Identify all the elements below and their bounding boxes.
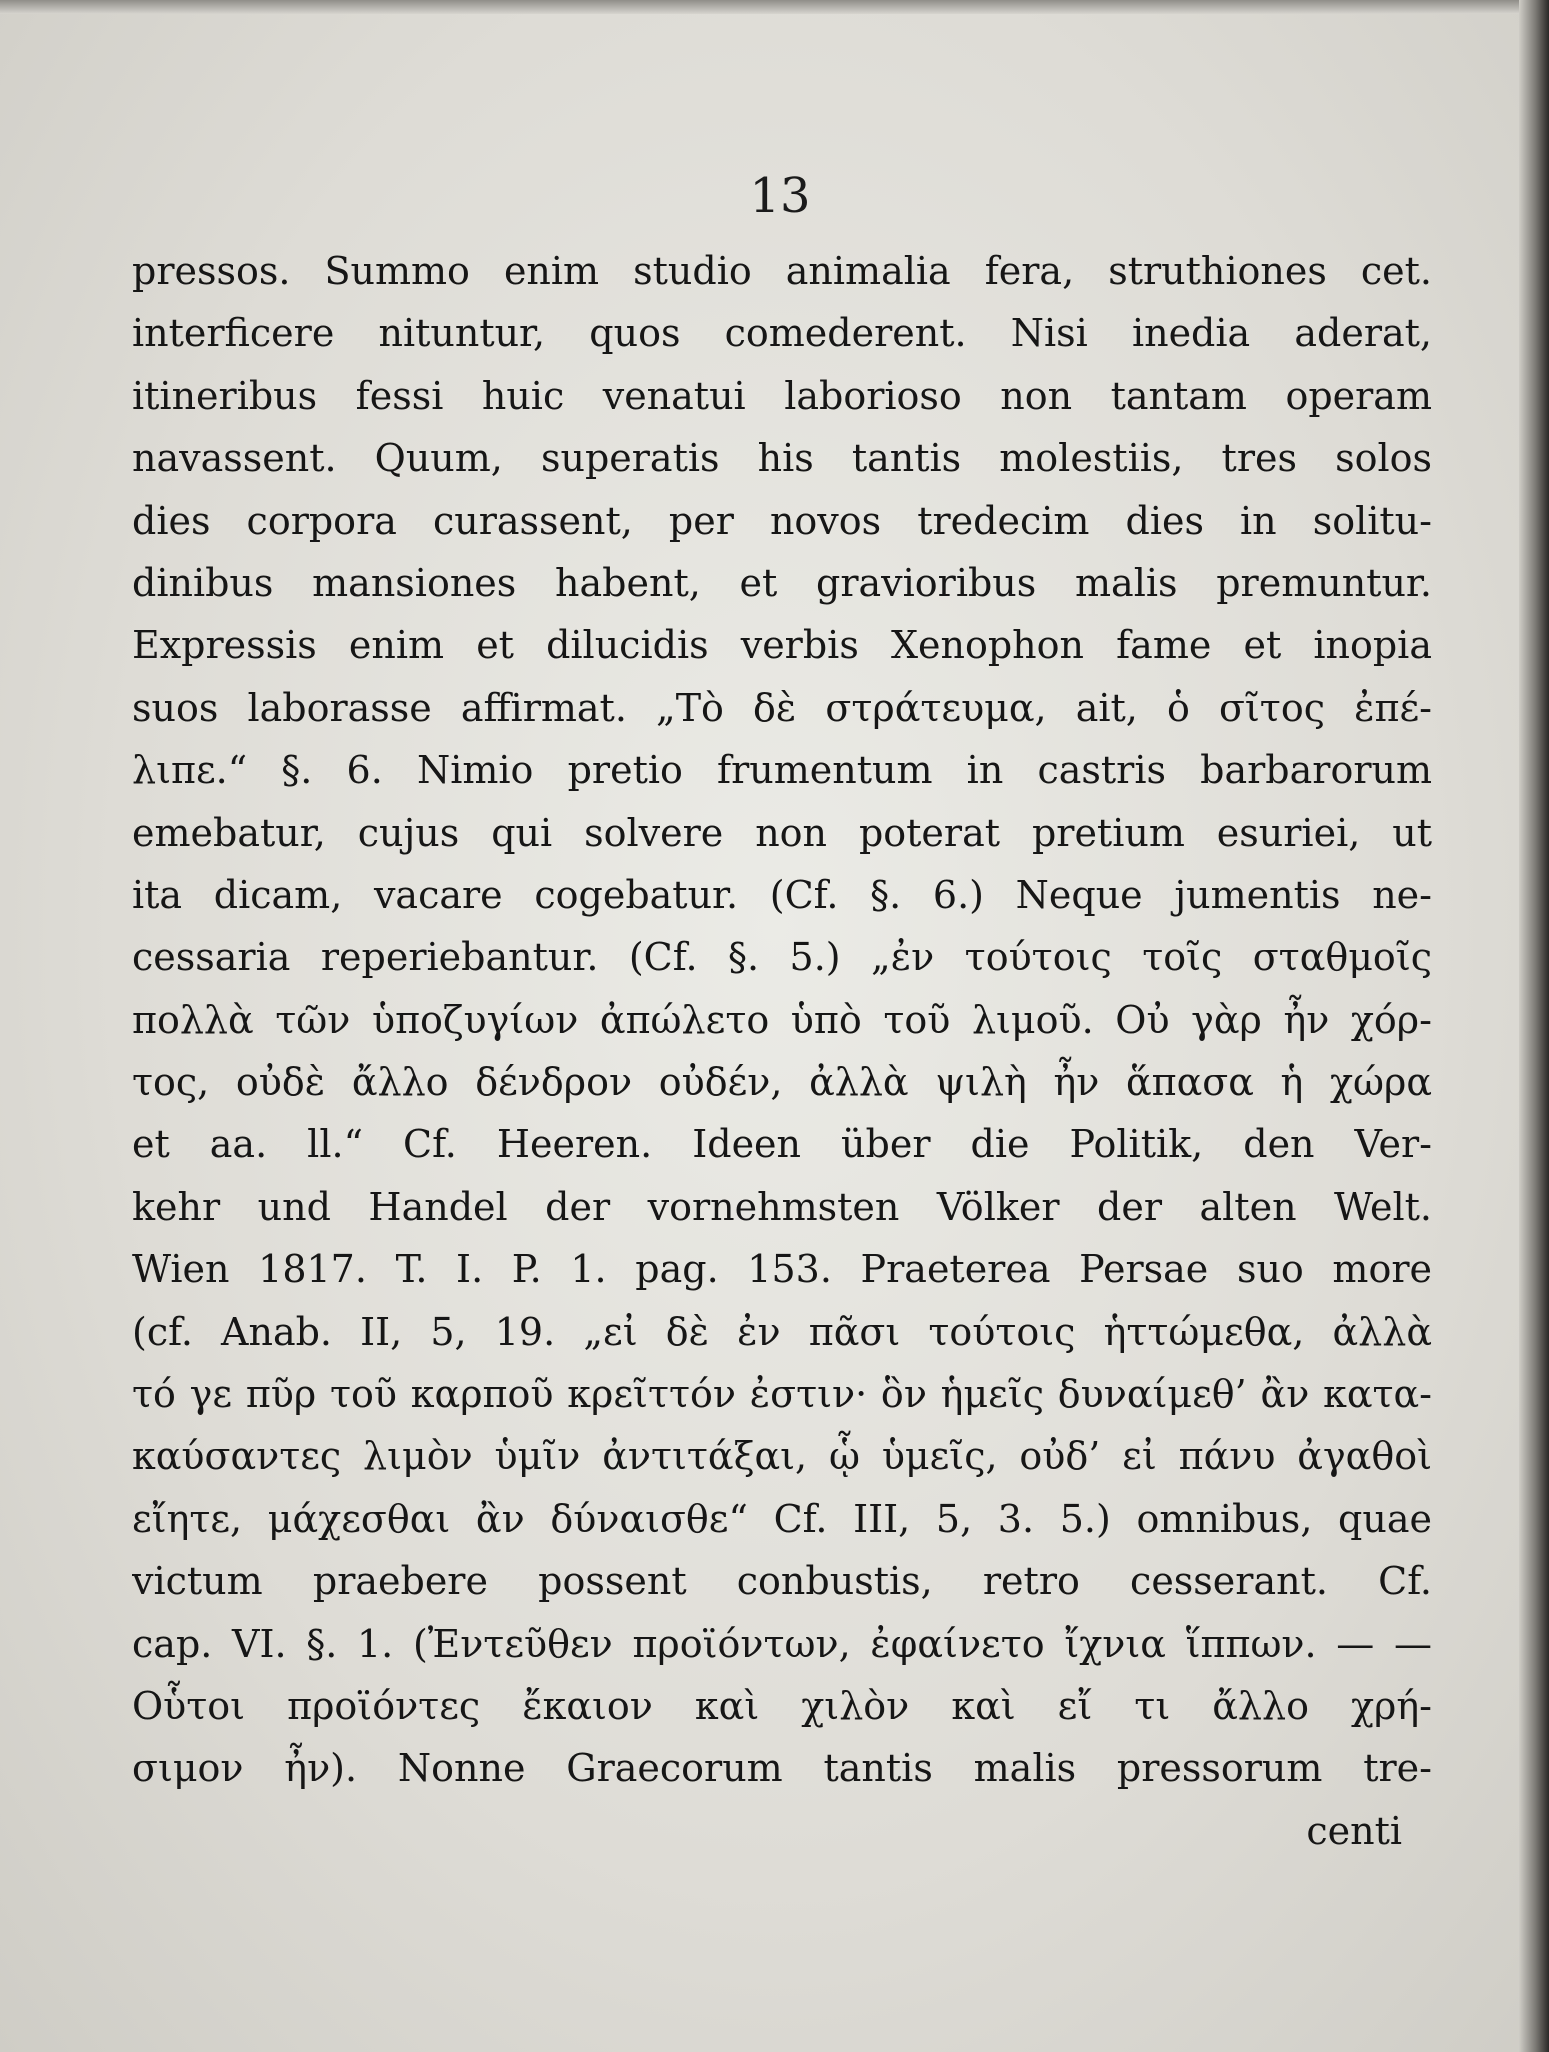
text-line: emebatur, cujus qui solvere non poterat pretium esuriei, ut — [132, 810, 1432, 855]
text-line: Οὗτοι προϊόντες ἔκαιον καὶ χιλὸν καὶ εἴ τι ἄλλο χρή- — [132, 1683, 1432, 1728]
text-line: cessaria reperiebantur. (Cf. §. 5.) „ἐν τούτοις τοῖς σταθμοῖς — [132, 935, 1432, 980]
text-line: suos laborasse affirmat. „Τὸ δὲ στράτευμα, ait, ὁ σῖτος ἐπέ- — [132, 685, 1432, 730]
text-line: πολλὰ τῶν ὑποζυγίων ἀπώλετο ὑπὸ τοῦ λιμοῦ. Οὐ γὰρ ἦν χόρ- — [132, 997, 1432, 1042]
text-line: pressos. Summo enim studio animalia fera, struthiones cet. — [132, 249, 1432, 293]
text-line: dinibus mansiones habent, et gravioribus malis premuntur. — [132, 560, 1432, 605]
page-top-edge — [0, 0, 1549, 14]
catchword: centi — [1306, 1808, 1402, 1853]
text-line: dies corpora curassent, per novos tredecim dies in solitu- — [132, 498, 1432, 543]
text-line: τό γε πῦρ τοῦ καρποῦ κρεῖττόν ἐστιν· ὃν ἡμεῖς δυναίμεθ’ ἂν κατα- — [132, 1372, 1432, 1417]
text-line: cap. VI. §. 1. (Ἐντεῦθεν προϊόντων, ἐφαίνετο ἴχνια ἵππων. — — — [132, 1621, 1432, 1666]
text-line: σιμον ἦν). Nonne Graecorum tantis malis pressorum tre- — [132, 1746, 1432, 1791]
text-line: Expressis enim et dilucidis verbis Xenophon fame et inopia — [132, 623, 1432, 668]
text-line: navassent. Quum, superatis his tantis molestiis, tres solos — [132, 436, 1432, 481]
text-line: τος, οὐδὲ ἄλλο δένδρον οὐδέν, ἀλλὰ ψιλὴ ἦν ἅπασα ἡ χώρα — [132, 1060, 1432, 1105]
page-number: 13 — [749, 168, 811, 224]
text-line: itineribus fessi huic venatui laborioso non tantam operam — [132, 373, 1432, 418]
text-line: εἴητε, μάχεσθαι ἂν δύναισθε“ Cf. III, 5, 3. 5.) omnibus, quae — [132, 1496, 1432, 1541]
text-line: Wien 1817. T. I. P. 1. pag. 153. Praeterea Persae suo more — [132, 1247, 1432, 1292]
page-right-edge — [1519, 0, 1549, 2052]
text-line: ita dicam, vacare cogebatur. (Cf. §. 6.) Neque jumentis ne- — [132, 872, 1432, 917]
text-line: (cf. Anab. II, 5, 19. „εἰ δὲ ἐν πᾶσι τούτοις ἡττώμεθα, ἀλλὰ — [132, 1309, 1432, 1354]
text-line: καύσαντες λιμὸν ὑμῖν ἀντιτάξαι, ᾧ ὑμεῖς, οὐδ’ εἰ πάνυ ἀγαθοὶ — [132, 1434, 1432, 1479]
text-line: et aa. ll.“ Cf. Heeren. Ideen über die Politik, den Ver- — [132, 1122, 1432, 1167]
text-line: λιπε.“ §. 6. Nimio pretio frumentum in castris barbarorum — [132, 748, 1432, 793]
text-line: kehr und Handel der vornehmsten Völker der alten Welt. — [132, 1184, 1432, 1229]
text-line: interficere nituntur, quos comederent. Nisi inedia aderat, — [132, 311, 1432, 356]
body-text — [132, 240, 1432, 1862]
text-line: victum praebere possent conbustis, retro cesserant. Cf. — [132, 1559, 1432, 1604]
